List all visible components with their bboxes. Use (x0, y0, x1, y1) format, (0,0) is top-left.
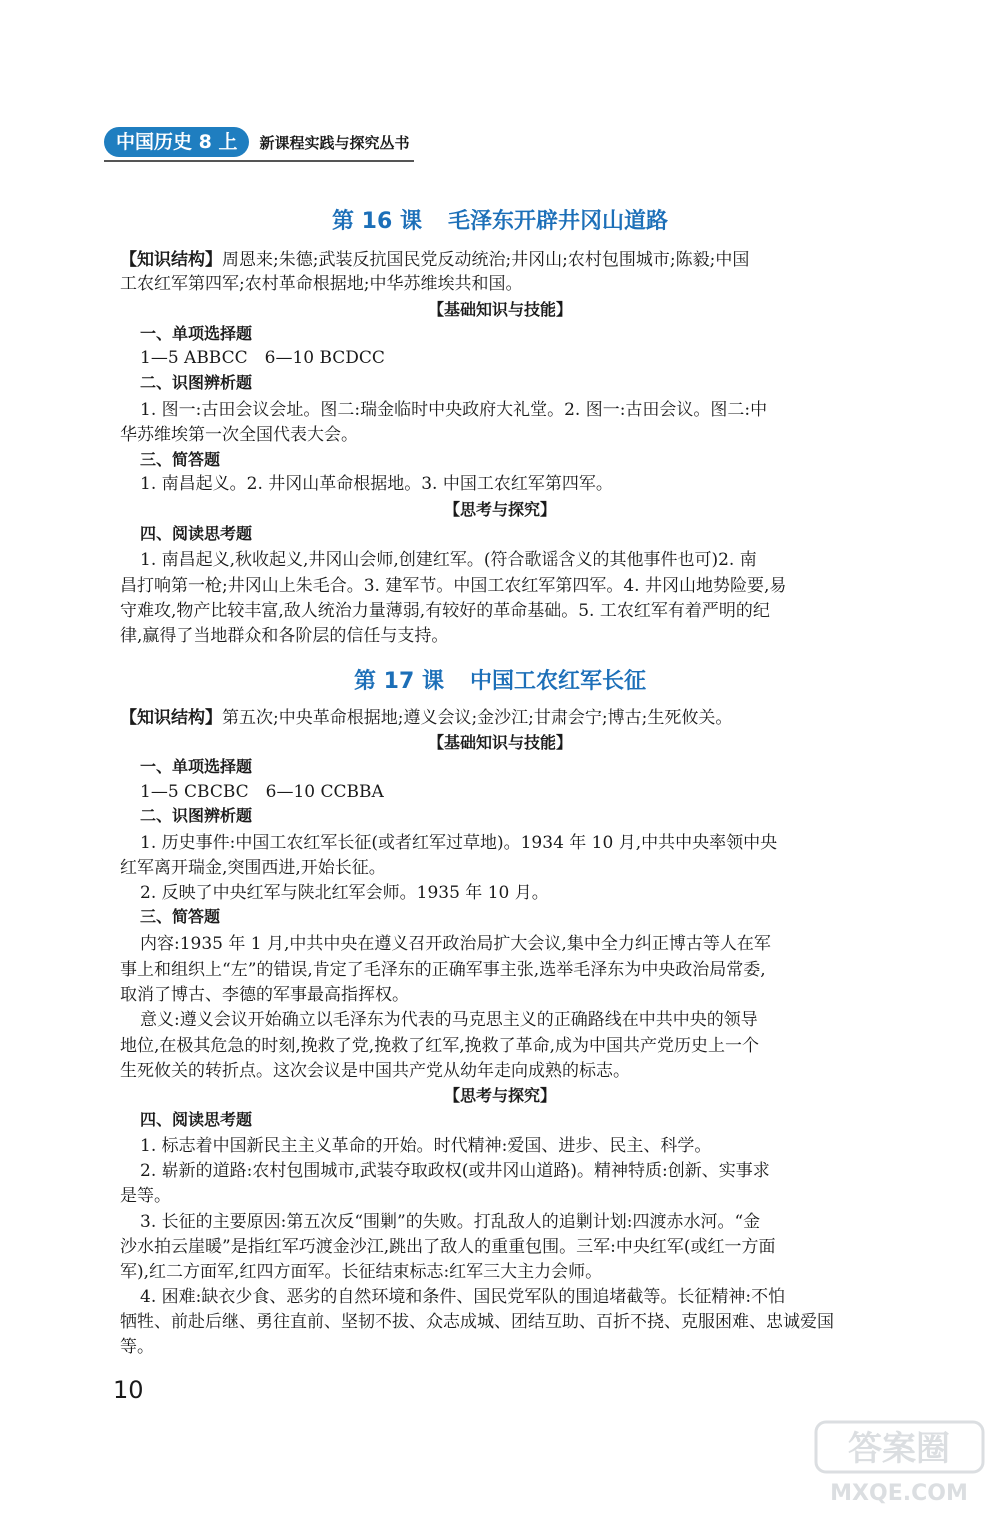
lesson-17-title (0, 664, 1000, 695)
l17-q3-line-6: 生死攸关的转折点。这次会议是中国共产党从幼年走向成熟的标志。 (120, 1061, 630, 1081)
l16-q2-line-1: 1. 图一:古田会议会址。图二:瑞金临时中央政府大礼堂。2. 图一:古田会议。图二:中 (140, 400, 768, 420)
l17-q4-line-1: 1. 标志着中国新民主主义革命的开始。时代精神:爱国、进步、民主、科学。 (140, 1136, 712, 1156)
l17-section-basic: 【基础知识与技能】 (427, 733, 572, 752)
book-badge: 中国历史 8 上 (104, 127, 249, 157)
l16-q1-answers: 1—5 ABBCC 6—10 BCDCC (140, 348, 385, 368)
l17-q2-line-2: 红军离开瑞金,突围西进,开始长征。 (120, 858, 386, 878)
l16-q2-line-2: 华苏维埃第一次全国代表大会。 (120, 425, 358, 445)
l17-q4-line-9: 等。 (120, 1337, 154, 1357)
l17-q3-heading: 三、简答题 (140, 907, 221, 926)
l16-section-basic: 【基础知识与技能】 (427, 300, 572, 319)
l16-knowledge-line-2: 工农红军第四军;农村革命根据地;中华苏维埃共和国。 (120, 274, 523, 294)
l17-q4-line-5: 沙水拍云崖暖”是指红军巧渡金沙江,跳出了敌人的重重包围。三军:中央红军(或红一方面 (120, 1237, 776, 1257)
lesson-17-number: 第 17 课 (354, 669, 444, 694)
l17-q4-heading: 四、阅读思考题 (140, 1110, 253, 1129)
l17-q1-answers: 1—5 CBCBC 6—10 CCBBA (140, 782, 384, 802)
l16-q1-heading: 一、单项选择题 (140, 324, 253, 343)
l17-q4-line-6: 军),红二方面军,红四方面军。长征结束标志:红军三大主力会师。 (120, 1262, 603, 1282)
l17-q4-line-8: 牺牲、前赴后继、勇往直前、坚韧不拔、众志成城、团结互助、百折不挠、克服困难、忠诚爱国 (120, 1312, 834, 1332)
l16-section-think: 【思考与探究】 (443, 500, 556, 519)
l17-q4-line-3: 是等。 (120, 1186, 171, 1206)
page-number: 10 (113, 1376, 144, 1404)
l16-q2-heading: 二、识图辨析题 (140, 373, 253, 392)
l17-q3-line-1: 内容:1935 年 1 月,中共中央在遵义召开政治局扩大会议,集中全力纠正博古等人在军 (140, 934, 771, 954)
series-title: 新课程实践与探究丛书 (259, 133, 410, 152)
l16-q3-heading: 三、简答题 (140, 450, 221, 469)
l17-q4-line-7: 4. 困难:缺衣少食、恶劣的自然环境和条件、国民党军队的围追堵截等。长征精神:不怕 (140, 1287, 786, 1307)
l16-q4-heading: 四、阅读思考题 (140, 524, 253, 543)
watermark-text-top: 答案圈 (848, 1429, 950, 1469)
l16-q4-line-2: 昌打响第一枪;井冈山上朱毛合。3. 建军节。中国工农红军第四军。4. 井冈山地势险要,易 (120, 576, 787, 596)
l17-q4-line-2: 2. 崭新的道路:农村包围城市,武装夺取政权(或井冈山道路)。精神特质:创新、实事求 (140, 1161, 770, 1181)
l17-q1-heading: 一、单项选择题 (140, 757, 253, 776)
l17-knowledge-line-1: 【知识结构】第五次;中央革命根据地;遵义会议;金沙江;甘肃会宁;博古;生死攸关。 (120, 708, 733, 728)
lesson-17-name: 中国工农红军长征 (469, 669, 646, 694)
l16-q4-line-1: 1. 南昌起义,秋收起义,井冈山会师,创建红军。(符合歌谣含义的其他事件也可)2. 南 (140, 550, 757, 570)
l17-q4-line-4: 3. 长征的主要原因:第五次反“围剿”的失败。打乱敌人的追剿计划:四渡赤水河。“金 (140, 1212, 761, 1232)
l17-q2-line-1: 1. 历史事件:中国工农红军长征(或者红军过草地)。1934 年 10 月,中共中央率领中央 (140, 833, 778, 853)
l17-q3-line-2: 事上和组织上“左”的错误,肯定了毛泽东的正确军事主张,选举毛泽东为中央政治局常委, (120, 960, 766, 980)
l17-q3-line-5: 地位,在极其危急的时刻,挽救了党,挽救了红军,挽救了革命,成为中国共产党历史上一个 (120, 1036, 760, 1056)
lesson-16-name: 毛泽东开辟井冈山道路 (447, 209, 668, 234)
l16-q3-line-1: 1. 南昌起义。2. 井冈山革命根据地。3. 中国工农红军第四军。 (140, 474, 613, 494)
l17-q3-line-4: 意义:遵义会议开始确立以毛泽东为代表的马克思主义的正确路线在中共中央的领导 (140, 1010, 758, 1030)
page-header (104, 126, 409, 158)
watermark-text-bottom: MXQE.COM (830, 1481, 968, 1506)
header-divider (104, 160, 414, 162)
l17-section-think: 【思考与探究】 (443, 1086, 556, 1105)
l16-q4-line-3: 守难攻,物产比较丰富,敌人统治力量薄弱,有较好的革命基础。5. 工农红军有着严明的纪 (120, 601, 770, 621)
l17-q3-line-3: 取消了博古、李德的军事最高指挥权。 (120, 985, 409, 1005)
lesson-16-title (0, 204, 1000, 235)
l16-knowledge-line-1: 【知识结构】周恩来;朱德;武装反抗国民党反动统治;井冈山;农村包围城市;陈毅;中国 (120, 250, 750, 270)
lesson-16-number: 第 16 课 (332, 209, 422, 234)
l16-q4-line-4: 律,赢得了当地群众和各阶层的信任与支持。 (120, 626, 449, 646)
watermark-logo (812, 1418, 987, 1508)
l17-q2-heading: 二、识图辨析题 (140, 806, 253, 825)
l17-q2-line-3: 2. 反映了中央红军与陕北红军会师。1935 年 10 月。 (140, 883, 549, 903)
